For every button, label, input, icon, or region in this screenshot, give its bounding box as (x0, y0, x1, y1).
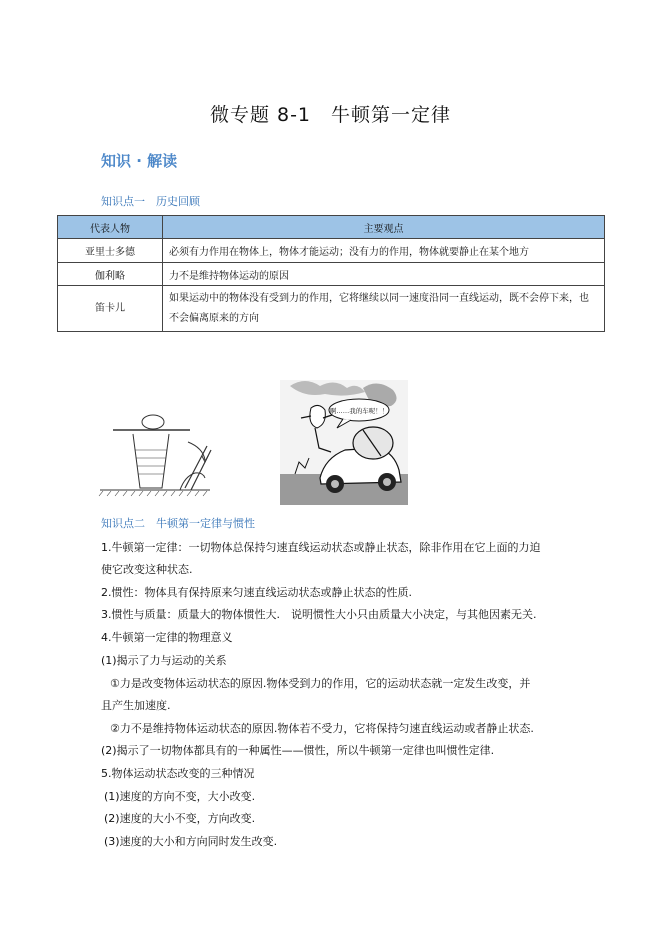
paragraph-1a: 1.牛顿第一定律：一切物体总保持匀速直线运动状态或静止状态，除非作用在它上面的力迫 (101, 541, 541, 554)
paragraph-4-1: (1)揭示了力与运动的关系 (101, 654, 227, 667)
table-cell-person: 亚里士多德 (58, 239, 163, 263)
table-cell-view: 必须有力作用在物体上，物体才能运动；没有力的作用，物体就要静止在某个地方 (163, 239, 605, 263)
inertia-cup-illustration (99, 415, 211, 496)
table-cell-person: 笛卡儿 (58, 286, 163, 332)
paragraph-4-1a-cont: 且产生加速度. (101, 699, 171, 712)
table-row (58, 286, 605, 332)
table-cell-person: 伽利略 (58, 263, 163, 286)
paragraph-5: 5.物体运动状态改变的三种情况 (101, 767, 255, 780)
kp2-heading: 知识点二 牛顿第一定律与惯性 (101, 517, 255, 530)
kp1-heading: 知识点一 历史回顾 (101, 195, 200, 208)
table-header-view: 主要观点 (163, 216, 605, 239)
paragraph-4-2: (2)揭示了一切物体都具有的一种属性——惯性，所以牛顿第一定律也叫惯性定律. (101, 744, 495, 757)
section-heading: 知识 · 解读 (101, 152, 178, 170)
table-cell-view: 力不是维持物体运动的原因 (163, 263, 605, 286)
table-cell-view: 如果运动中的物体没有受到力的作用，它将继续以同一速度沿同一直线运动，既不会停下来，也不会偏离原来的方向 (163, 286, 605, 332)
cartoon-car-illustration (280, 380, 408, 505)
paragraph-4: 4.牛顿第一定律的物理意义 (101, 631, 233, 644)
paragraph-3: 3.惯性与质量：质量大的物体惯性大. 说明惯性大小只由质量大小决定，与其他因素无关. (101, 608, 537, 621)
table-header-person: 代表人物 (58, 216, 163, 239)
paragraph-4-1a: ①力是改变物体运动状态的原因.物体受到力的作用，它的运动状态就一定发生改变，并 (110, 677, 531, 690)
illustrations (95, 378, 435, 508)
paragraph-5-1: (1)速度的方向不变，大小改变. (104, 790, 256, 803)
paragraph-5-3: (3)速度的大小和方向同时发生改变. (104, 835, 278, 848)
paragraph-5-2: (2)速度的大小不变，方向改变. (104, 812, 256, 825)
paragraph-2: 2.惯性：物体具有保持原来匀速直线运动状态或静止状态的性质. (101, 586, 412, 599)
speech-bubble-text: 啊……我的车呢！！ (329, 407, 389, 415)
page-title: 微专题 8-1 牛顿第一定律 (209, 104, 452, 126)
paragraph-4-1b: ②力不是维持物体运动状态的原因.物体若不受力，它将保持匀速直线运动或者静止状态. (110, 722, 534, 735)
history-table (57, 215, 605, 332)
table-row (58, 263, 605, 286)
table-row (58, 239, 605, 263)
paragraph-1b: 使它改变这种状态. (101, 563, 193, 576)
